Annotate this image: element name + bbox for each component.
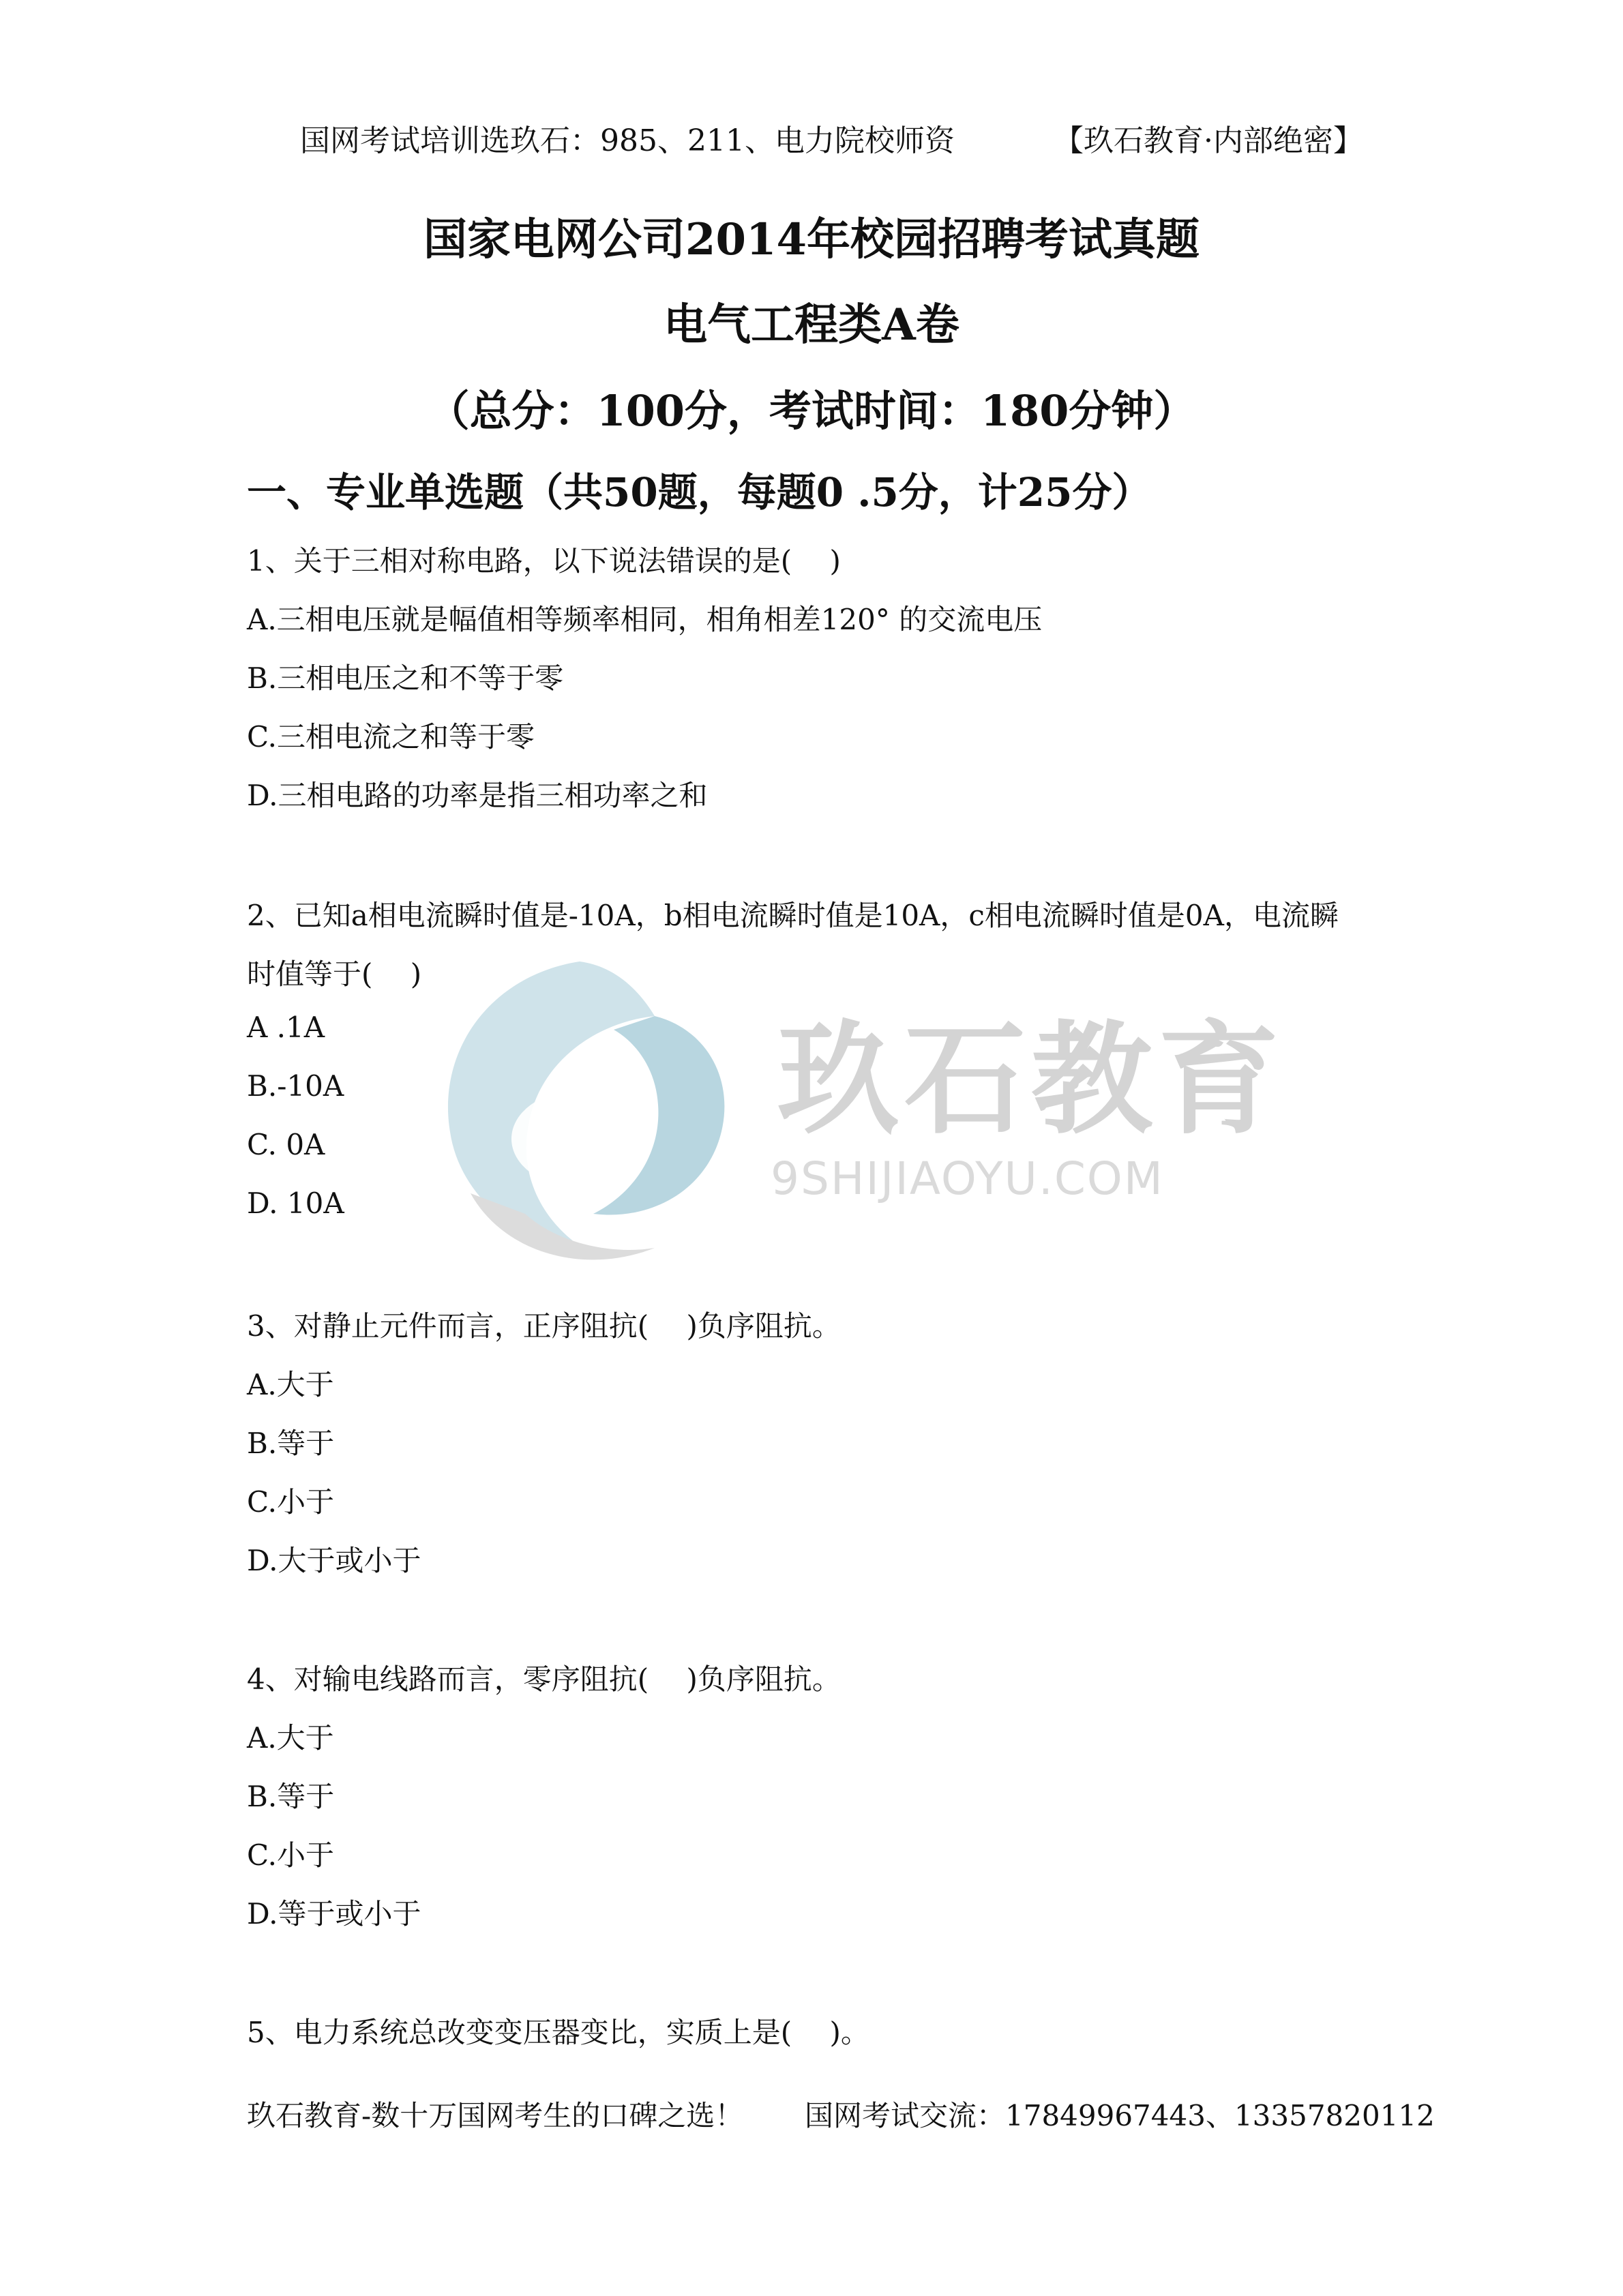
question-2-option-a: A .1A	[247, 1011, 325, 1044]
exam-score-info: （总分：100分，考试时间：180分钟）	[427, 386, 1196, 436]
question-1-option-b: B.三相电压之和不等于零	[247, 661, 564, 695]
footer-right-text: 国网考试交流：17849967443、13357820112	[805, 2099, 1435, 2132]
question-3-option-a: A.大于	[247, 1368, 334, 1401]
question-4-option-d: D.等于或小于	[247, 1897, 421, 1930]
question-2-option-b: B.-10A	[247, 1069, 344, 1103]
question-1-option-c: C.三相电流之和等于零	[247, 720, 535, 754]
question-5-text: 5、电力系统总改变变压器变比，实质上是( )。	[247, 2016, 869, 2049]
question-3-option-d: D.大于或小于	[247, 1544, 421, 1577]
question-2-text-line-2: 时值等于( )	[247, 957, 422, 991]
question-4-text: 4、对输电线路而言，零序阻抗( )负序阻抗。	[247, 1663, 841, 1696]
question-3-text: 3、对静止元件而言，正序阻抗( )负序阻抗。	[247, 1309, 841, 1343]
footer-left-text: 玖石教育-数十万国网考生的口碑之选！	[247, 2099, 744, 2132]
question-4-option-b: B.等于	[247, 1780, 335, 1813]
question-2-option-c: C. 0A	[247, 1128, 325, 1161]
question-1-text: 1、关于三相对称电路，以下说法错误的是( )	[247, 544, 841, 578]
question-4-option-c: C.小于	[247, 1838, 334, 1872]
watermark-url: 9SHIJIAOYU.COM	[771, 1152, 1164, 1205]
watermark	[409, 934, 1296, 1289]
question-1-option-a: A.三相电压就是幅值相等频率相同，相角相差120° 的交流电压	[247, 603, 1043, 636]
page-subtitle: 电气工程类A卷	[664, 299, 959, 351]
question-2-text-line-1: 2、已知a相电流瞬时值是-10A，b相电流瞬时值是10A，c相电流瞬时值是0A，电流瞬	[247, 899, 1339, 932]
header-right-text: 【玖石教育·内部绝密】	[1054, 123, 1363, 158]
question-3-option-c: C.小于	[247, 1485, 334, 1519]
header-left-text: 国网考试培训选玖石：985、211、电力院校师资	[300, 123, 955, 158]
watermark-brand: 玖石教育	[777, 1009, 1285, 1150]
question-2-option-d: D. 10A	[247, 1187, 344, 1220]
question-4-option-a: A.大于	[247, 1721, 334, 1755]
section-heading: 一、专业单选题（共50题，每题0 .5分，计25分）	[247, 469, 1152, 516]
page-title: 国家电网公司2014年校园招聘考试真题	[423, 214, 1200, 265]
watermark-logo-icon	[409, 934, 764, 1289]
question-3-option-b: B.等于	[247, 1427, 335, 1460]
question-1-option-d: D.三相电路的功率是指三相功率之和	[247, 779, 708, 812]
